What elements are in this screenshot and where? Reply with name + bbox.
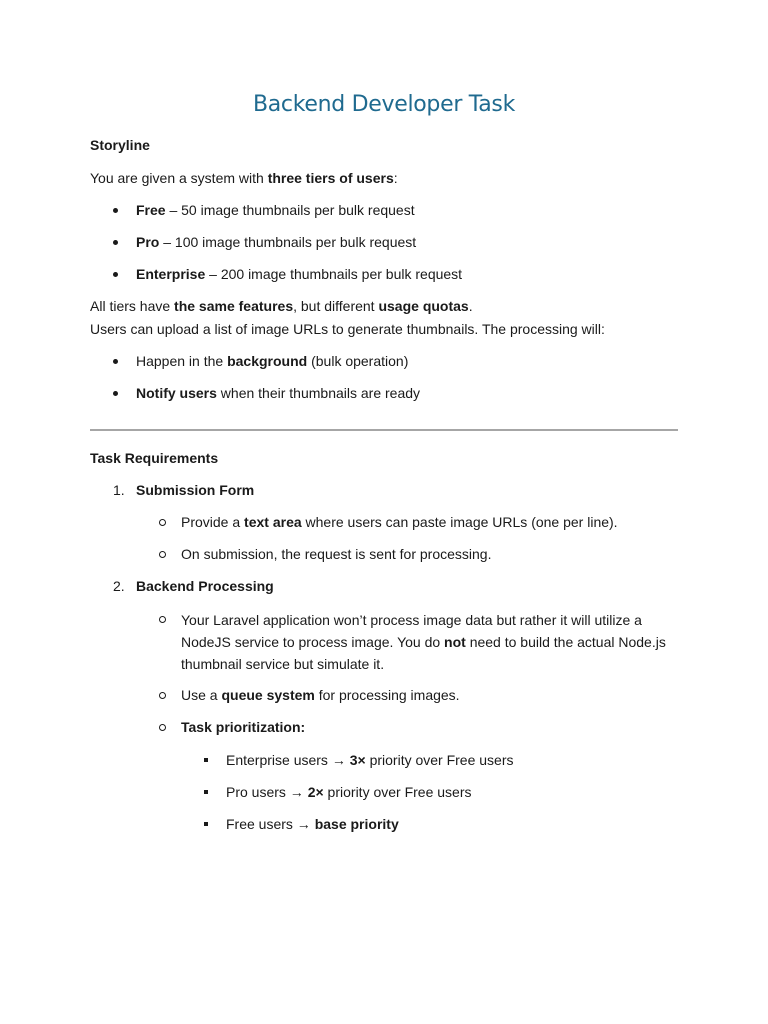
bullet-dot (113, 208, 118, 213)
storyline-heading: Storyline (90, 137, 150, 153)
tier-item-pro: Pro – 100 image thumbnails per bulk request (136, 234, 417, 250)
priority-item: Pro users → 2× priority over Free users (226, 784, 472, 800)
tier-item-enterprise: Enterprise – 200 image thumbnails per bulk request (136, 266, 463, 282)
section-number: 2. (113, 578, 125, 594)
submission-point: Provide a text area where users can paste image URLs (one per line). (181, 514, 618, 530)
processing-requirement: Your Laravel application won’t process image data but rather it will utilize a NodeJS service to process image. You do not need to build the actual Node.js thumbnail service but simulate it. (181, 612, 666, 672)
bullet-dot (113, 391, 118, 396)
bullet-dot (113, 240, 118, 245)
page-title: Backend Developer Task (252, 92, 516, 117)
backend-processing-title: Backend Processing (136, 578, 274, 594)
section-divider (90, 429, 678, 431)
processing-intro: Users can upload a list of image URLs to generate thumbnails. The processing will: (90, 321, 605, 337)
processing-point: Notify users when their thumbnails are ready (136, 385, 421, 401)
tier-item-free: Free – 50 image thumbnails per bulk request (136, 202, 415, 218)
square-bullet (204, 758, 208, 762)
submission-point: On submission, the request is sent for processing. (181, 546, 492, 562)
section-number: 1. (113, 482, 125, 498)
processing-requirement: Use a queue system for processing images. (181, 687, 460, 703)
task-prioritization-label: Task prioritization: (181, 719, 306, 735)
circle-bullet (159, 724, 166, 731)
circle-bullet (159, 519, 166, 526)
processing-point: Happen in the background (bulk operation) (136, 353, 409, 369)
circle-bullet (159, 692, 166, 699)
circle-bullet (159, 616, 166, 623)
square-bullet (204, 822, 208, 826)
storyline-intro: You are given a system with three tiers of users: (90, 170, 398, 186)
requirements-heading: Task Requirements (90, 450, 219, 466)
submission-form-title: Submission Form (136, 482, 255, 498)
square-bullet (204, 790, 208, 794)
priority-item: Enterprise users → 3× priority over Free users (226, 752, 514, 768)
priority-item: Free users → base priority (226, 816, 399, 832)
bullet-dot (113, 359, 118, 364)
tiers-note: All tiers have the same features, but different usage quotas. (90, 298, 473, 314)
bullet-dot (113, 272, 118, 277)
circle-bullet (159, 551, 166, 558)
